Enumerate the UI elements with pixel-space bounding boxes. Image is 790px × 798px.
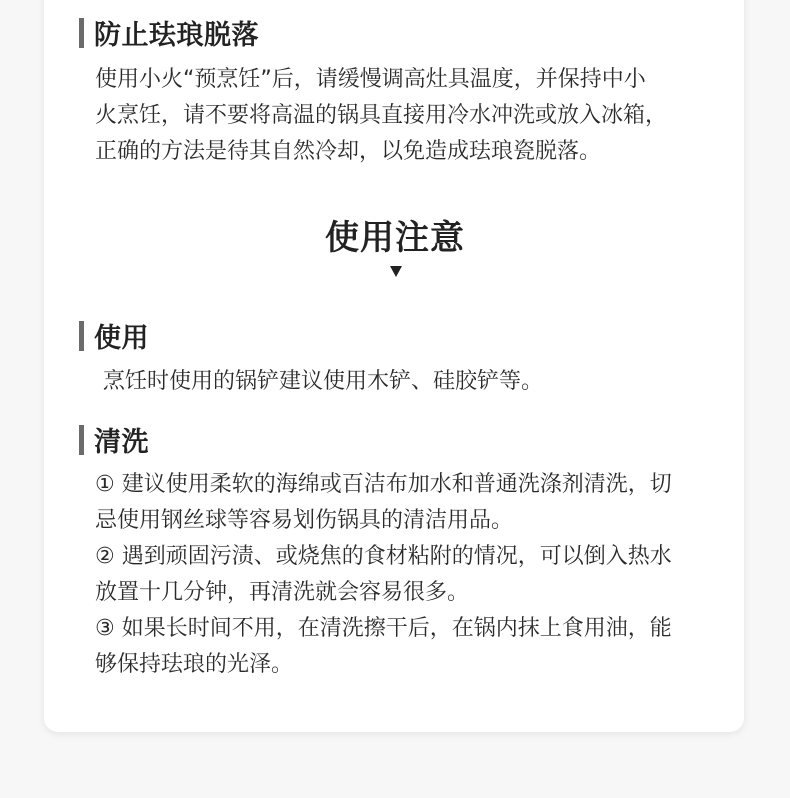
paragraph-line: 忌使用钢丝球等容易划伤锅具的清洁用品。 [95, 508, 514, 533]
main-title: 使用注意 [325, 218, 465, 258]
paragraph-line: 正确的方法是待其自然冷却，以免造成珐琅瓷脱落。 [95, 139, 602, 164]
paragraph-line: ③ 如果长时间不用，在清洗擦干后，在锅内抹上食用油，能 [95, 616, 672, 641]
heading-bar [79, 425, 84, 455]
paragraph-line: ① 建议使用柔软的海绵或百洁布加水和普通洗涤剂清洗，切 [95, 472, 672, 497]
heading-text: 防止珐琅脱落 [94, 20, 259, 51]
heading-text: 使用 [94, 323, 149, 354]
paragraph-line: 烹饪时使用的锅铲建议使用木铲、硅胶铲等。 [103, 369, 544, 394]
section-heading-enamel [79, 13, 259, 52]
down-triangle-icon [390, 266, 402, 277]
cleaning-paragraph [95, 467, 735, 683]
enamel-paragraph [95, 62, 735, 170]
paragraph-line: 使用小火“预烹饪”后，请缓慢调高灶具温度，并保持中小 [95, 67, 646, 92]
usage-paragraph [103, 364, 743, 400]
paragraph-line: 够保持珐琅的光泽。 [95, 652, 294, 677]
heading-text: 清洗 [94, 427, 149, 458]
paragraph-line: 放置十几分钟，再清洗就会容易很多。 [95, 580, 470, 605]
heading-bar [79, 18, 84, 48]
section-heading-cleaning [79, 420, 149, 459]
paragraph-line: ② 遇到顽固污渍、或烧焦的食材粘附的情况，可以倒入热水 [95, 544, 672, 569]
paragraph-line: 火烹饪，请不要将高温的锅具直接用冷水冲洗或放入冰箱， [95, 103, 668, 128]
heading-bar [79, 321, 84, 351]
section-heading-usage [79, 316, 149, 355]
